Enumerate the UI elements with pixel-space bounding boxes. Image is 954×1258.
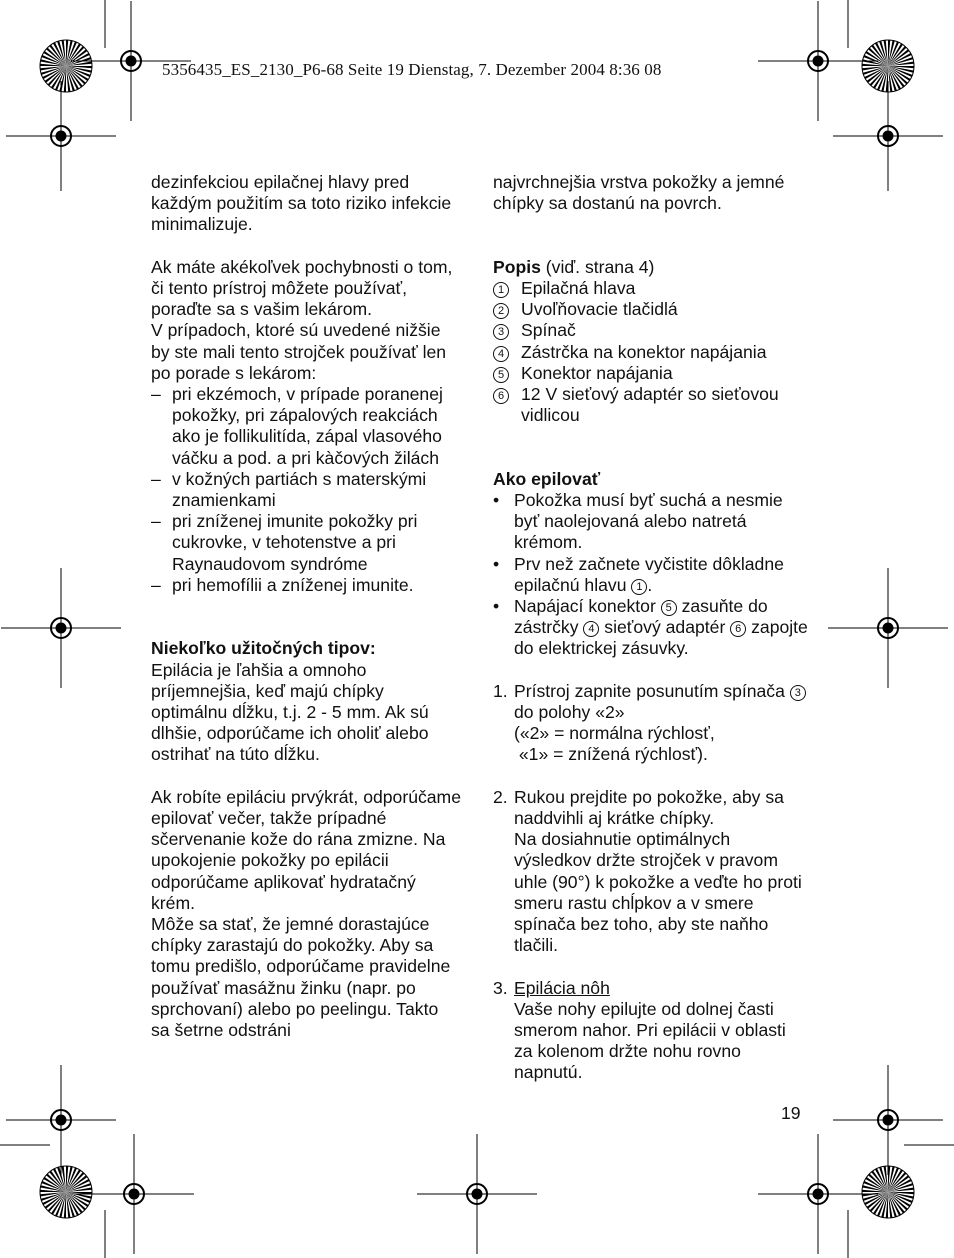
text-run: do polohy «2» (514, 702, 625, 723)
list-item (493, 384, 808, 426)
list-item-text: v kožných partiách s materskými znamienkami (172, 468, 427, 511)
list-item (151, 575, 461, 596)
list-item (493, 787, 808, 957)
list-item (493, 978, 808, 1084)
list-item (151, 469, 461, 511)
text-run: «1» = znížená rýchlosť). (514, 744, 708, 765)
list-item (151, 511, 461, 575)
list-item (493, 554, 808, 596)
list-item-text: Zástrčka na konektor napájania (521, 341, 767, 362)
step-title: Epilácia nôh (514, 977, 610, 998)
registration-star-mark (40, 40, 92, 92)
print-header: 5356435_ES_2130_P6-68 Seite 19 Dienstag, 7. Dezember 2004 8:36 08 (162, 60, 662, 79)
list-item-text: Uvoľňovacie tlačidlá (521, 299, 678, 320)
text-run: Na dosiahnutie optimálnych výsledkov držte strojček v pravom uhle (90°) k pokožke a veďte ho proti smeru rastu chĺpkov a v smere spínača bez toho, aby ste naňho tlačili. (514, 829, 802, 956)
bullet-marker: • (493, 490, 500, 511)
text-run: Napájací konektor (514, 596, 661, 617)
list-item-text (514, 681, 808, 766)
circled-number: 5 (661, 600, 677, 616)
list-item-text (514, 554, 808, 596)
bullet-marker: • (493, 596, 500, 617)
registration-crosshair-mark (417, 1134, 537, 1254)
dash-marker: – (151, 511, 161, 532)
circled-number: 5 (493, 367, 509, 383)
list-item-text (514, 596, 808, 660)
dash-marker: – (151, 384, 161, 405)
registration-crosshair-mark (6, 1065, 116, 1175)
page-reference: (viď. strana 4) (540, 256, 655, 277)
list-item (493, 363, 808, 384)
registration-crosshair-mark (833, 81, 943, 191)
circled-number: 4 (583, 621, 599, 637)
text-run: zasuňte do zástrčky (514, 596, 768, 638)
circled-number: 1 (493, 282, 509, 298)
paragraph: Ak máte akékoľvek pochybnosti o tom, či tento prístroj môžete používať, poraďte sa s vašim lekárom. (151, 256, 453, 320)
registration-star-mark (40, 1166, 92, 1218)
circled-number: 3 (790, 685, 806, 701)
list-item-text: Epilačná hlava (521, 278, 636, 298)
list-item-text: Spínač (521, 320, 576, 341)
section-heading: Niekoľko užitočných tipov: (151, 638, 376, 659)
circled-number: 6 (493, 388, 509, 404)
section-heading: Popis (493, 256, 541, 277)
text-run: Prv než začnete vyčistite dôkladne epilačnú hlavu (514, 553, 784, 595)
right-column (493, 172, 808, 1084)
text-run: zapojte do elektrickej zásuvky. (514, 617, 808, 659)
list-item-text: pri hemofílii a zníženej imunite. (172, 574, 414, 595)
text-run: . (647, 574, 653, 595)
list-item (493, 596, 808, 660)
list-item (493, 320, 808, 341)
paragraph: Ak robíte epiláciu prvýkrát, odporúčame epilovať večer, takže prípadné sčervenanie kože do rána zmizne. Na upokojenie pokožky po epilácii odporúčame aplikovať hydratačný krém. (151, 786, 461, 913)
circled-number: 3 (493, 324, 509, 340)
page-number: 19 (781, 1103, 801, 1123)
text-run: Vaše nohy epilujte od dolnej časti smerom nahor. Pri epilácii v oblasti za kolenom držte nohu rovno napnutú. (514, 998, 786, 1083)
text-run: sieťový adaptér (599, 617, 731, 638)
list-item-text: Konektor napájania (521, 362, 673, 383)
list-item (493, 342, 808, 363)
registration-crosshair-mark (833, 1065, 943, 1175)
circled-number: 6 (730, 621, 746, 637)
paragraph: Môže sa stať, že jemné dorastajúce chípky zarastajú do pokožky. Aby sa tomu predišlo, odporúčame pravidelne používať masážnu žinku (napr. po sprchovaní) alebo po peelingu. Takto sa šetrne odstráni (151, 914, 451, 1041)
list-item-text: pri zníženej imunite pokožky pri cukrovke, v tehotenstve a pri Raynaudovom syndróme (172, 511, 418, 574)
bullet-marker: • (493, 553, 500, 574)
section-heading: Ako epilovať (493, 468, 601, 489)
text-run: («2» = normálna rýchlosť, (514, 723, 715, 744)
registration-crosshair-mark (1, 568, 121, 688)
list-item (493, 299, 808, 320)
step-number: 1. (493, 680, 508, 701)
list-item (151, 384, 461, 469)
list-item (493, 278, 808, 299)
registration-crosshair-mark (758, 1, 878, 121)
circled-number: 4 (493, 346, 509, 362)
section-heading-line (493, 257, 808, 278)
list-item (493, 681, 808, 766)
list-item-text: 12 V sieťový adaptér so sieťovou vidlicou (521, 384, 779, 426)
dash-marker: – (151, 574, 161, 595)
dash-marker: – (151, 468, 161, 489)
text-run: Prístroj zapnite posunutím spínača (514, 680, 790, 701)
registration-crosshair-mark (758, 1134, 878, 1254)
registration-crosshair-mark (828, 568, 948, 688)
circled-number: 1 (631, 579, 647, 595)
list-item-text: Pokožka musí byť suchá a nesmie byť naolejovaná alebo natretá krémom. (514, 490, 783, 553)
left-column (151, 172, 461, 1041)
paragraph: Epilácia je ľahšia a omnoho príjemnejšia, keď majú chípky optimálnu dĺžku, t.j. 2 - 5 mm. Ak sú dlhšie, odporúčame ich oholiť alebo ostrihať na túto dĺžku. (151, 659, 429, 765)
list-item-text (514, 978, 808, 1084)
step-number: 2. (493, 786, 508, 807)
list-item (493, 490, 808, 554)
registration-crosshair-mark (74, 1134, 194, 1254)
circled-number: 2 (493, 303, 509, 319)
text-run: Rukou prejdite po pokožke, aby sa naddvihli aj krátke chípky. (514, 786, 784, 829)
paragraph: V prípadoch, ktoré sú uvedené nižšie by ste mali tento strojček používať len po porade s lekárom: (151, 320, 447, 383)
paragraph: najvrchnejšia vrstva pokožky a jemné chípky sa dostanú na povrch. (493, 172, 785, 214)
list-item-text (514, 787, 808, 957)
paragraph: dezinfekciou epilačnej hlavy pred každým použitím sa toto riziko infekcie minimalizuje. (151, 172, 452, 235)
step-number: 3. (493, 977, 508, 998)
registration-crosshair-mark (6, 81, 116, 191)
list-item-text: pri ekzémoch, v prípade poranenej pokožky, pri zápalových reakciách ako je follikulitída, zápal vlasového váčku a pod. a pri kàčových žilách (172, 384, 443, 468)
